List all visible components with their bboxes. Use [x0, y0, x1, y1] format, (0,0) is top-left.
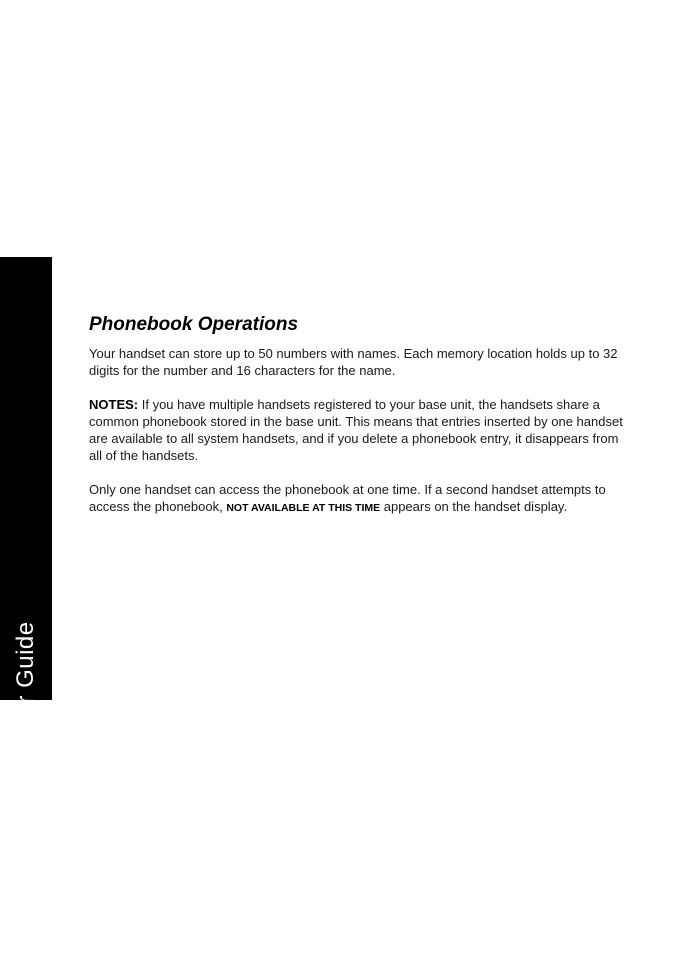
section-title: Phonebook Operations	[89, 314, 299, 335]
access-paragraph	[89, 481, 634, 517]
side-tab	[0, 257, 52, 912]
notes-text: If you have multiple handsets registered to your base unit, the handsets share a common phonebook stored in the base unit. This means that entries inserted by one handset are available to all system handsets, and if you delete a phonebook entry, it disappears from all of the handsets.	[89, 397, 623, 463]
display-message: NOT AVAILABLE AT THIS TIME	[226, 502, 381, 514]
notes-paragraph	[89, 396, 634, 464]
guide-title: MD7151 User Guide	[12, 621, 39, 849]
main-content	[89, 312, 634, 534]
notes-label: NOTES:	[89, 397, 139, 412]
intro-paragraph: Your handset can store up to 50 numbers with names. Each memory location holds up to 32 digits for the number and 16 characters for the name.	[89, 346, 618, 378]
access-text-after: appears on the handset display.	[380, 499, 568, 514]
access-text-before: Only one handset can access the phonebook at one time. If a second handset attempts to access the phonebook,	[89, 482, 606, 514]
page-number: 18	[18, 897, 34, 912]
